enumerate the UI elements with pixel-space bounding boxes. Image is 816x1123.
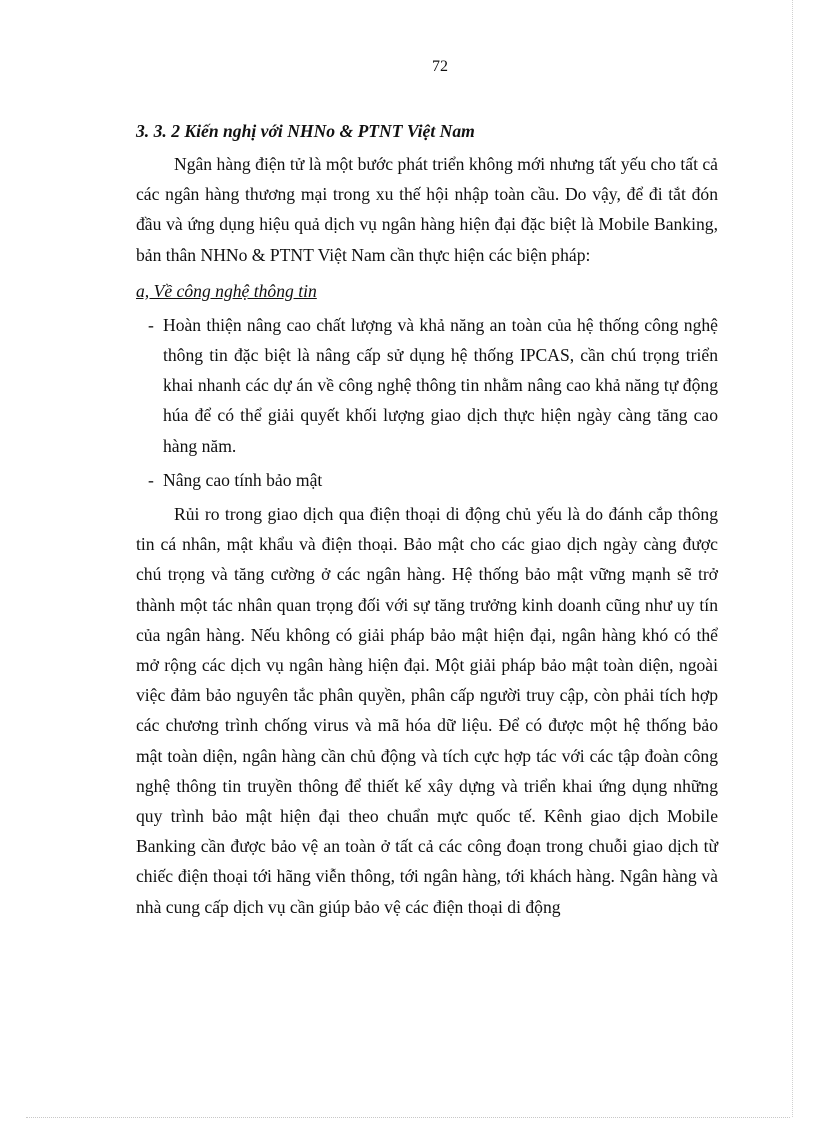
security-paragraph: Rủi ro trong giao dịch qua điện thoại di động chủ yếu là do đánh cắp thông tin cá nhân, mật khẩu và điện thoại. Bảo mật cho các giao dịch ngày càng được chú trọng và tăng cường ở các ngân hàng. Hệ thống bảo mật vững mạnh sẽ trở thành một tác nhân quan trọng đối với sự tăng trưởng kinh doanh cũng như uy tín của ngân hàng. Nếu không có giải pháp bảo mật hiện đại, ngân hàng khó có thể mở rộng các dịch vụ ngân hàng hiện đại. Một giải pháp bảo mật toàn diện, ngoài việc đảm bảo nguyên tắc phân quyền, phân cấp người truy cập, còn phải tích hợp các chương trình chống virus và mã hóa dữ liệu. Để có được một hệ thống bảo mật toàn diện, ngân hàng cần chủ động và tích cực hợp tác với các tập đoàn công nghệ thông tin truyền thông để thiết kế xây dựng và triển khai ứng dụng những quy trình bảo mật hiện đại theo chuẩn mực quốc tế. Kênh giao dịch Mobile Banking cần được bảo vệ an toàn ở tất cả các công đoạn trong chuỗi giao dịch từ chiếc điện thoại tới hãng viễn thông, tới ngân hàng, tới khách hàng. Ngân hàng và nhà cung cấp dịch vụ cần giúp bảo vệ các điện thoại di động [136, 504, 718, 917]
document-body [136, 116, 718, 922]
dash-bullet: - [148, 314, 154, 335]
page-number: 72 [432, 58, 448, 75]
list-item-text: Nâng cao tính bảo mật [163, 469, 323, 490]
section-heading: 3. 3. 2 Kiến nghị với NHNo & PTNT Việt Nam [136, 121, 475, 141]
intro-paragraph: Ngân hàng điện tử là một bước phát triển không mới nhưng tất yếu cho tất cả các ngân hàng thương mại trong xu thế hội nhập toàn cầu. Do vậy, để đi tắt đón đầu và ứng dụng hiệu quả dịch vụ ngân hàng hiện đại đặc biệt là Mobile Banking, bản thân NHNo & PTNT Việt Nam cần thực hiện các biện pháp: [136, 154, 718, 265]
list-item [136, 465, 718, 495]
subsection-heading: a, Về công nghệ thông tin [136, 280, 317, 301]
list-item [136, 310, 718, 461]
dash-bullet: - [148, 469, 154, 490]
list-item-text: Hoàn thiện nâng cao chất lượng và khả năng an toàn của hệ thống công nghệ thông tin đặc biệt là nâng cấp sử dụng hệ thống IPCAS, cần chú trọng triển khai nhanh các dự án về công nghệ thông tin nhằm nâng cao khả năng tự động húa để có thể giải quyết khối lượng giao dịch thực hiện ngày càng tăng cao hàng năm. [163, 314, 718, 456]
bullet-list [136, 310, 718, 495]
page-bottom-border [26, 1117, 790, 1118]
page-right-border [792, 0, 793, 1117]
